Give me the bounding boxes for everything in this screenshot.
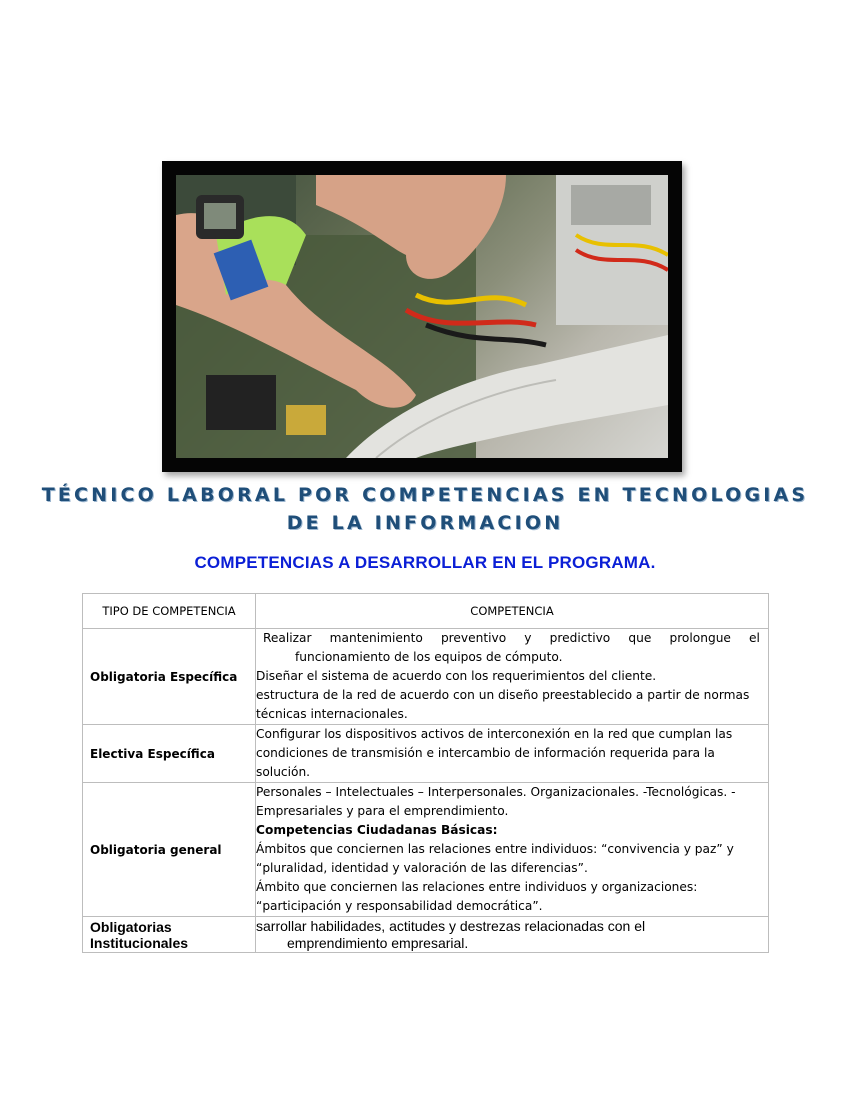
row-type: Obligatoria general — [83, 783, 256, 917]
word: y — [524, 631, 532, 645]
title-line-1: TÉCNICO LABORAL POR COMPETENCIAS EN TECNOLOGIAS — [41, 484, 809, 506]
technician-photo — [176, 175, 668, 458]
table-row — [83, 917, 769, 953]
competence-line: Configurar los dispositivos activos de interconexión en la red que cumplan las — [256, 727, 733, 741]
competencies-table — [82, 593, 769, 953]
competence-line: Personales – Intelectuales – Interpersonales. Organizacionales. -Tecnológicas. - — [256, 785, 736, 799]
word: predictivo — [549, 631, 611, 645]
competence-line: Ámbitos que conciernen las relaciones entre individuos: “convivencia y paz” y — [256, 842, 734, 856]
competence-line: solución. — [256, 765, 311, 779]
table-header-row — [83, 594, 769, 629]
competence-line: emprendimiento empresarial. — [287, 934, 469, 951]
table-row — [83, 783, 769, 917]
competence-line: “participación y responsabilidad democrática”. — [256, 899, 543, 913]
row-type-line-1: Obligatorias — [90, 918, 172, 935]
page-title — [0, 481, 850, 537]
word: preventivo — [440, 631, 507, 645]
competence-line: funcionamiento de los equipos de cómputo. — [295, 650, 563, 664]
table-row — [83, 725, 769, 783]
competence-line: condiciones de transmisión e intercambio de información requerida para la — [256, 746, 715, 760]
row-competence — [256, 725, 769, 783]
competence-line: Diseñar el sistema de acuerdo con los requerimientos del cliente. — [256, 669, 657, 683]
header-type: TIPO DE COMPETENCIA — [83, 594, 256, 629]
word: Realizar — [263, 631, 312, 645]
photo-illustration — [176, 175, 668, 458]
competence-line: estructura de la red de acuerdo con un diseño preestablecido a partir de normas — [256, 688, 750, 702]
row-competence — [256, 783, 769, 917]
competence-line: sarrollar habilidades, actitudes y destrezas relacionadas con el — [256, 917, 646, 934]
row-competence — [256, 629, 769, 725]
competence-line: “pluralidad, identidad y valoración de las diferencias”. — [256, 861, 588, 875]
title-line-2: DE LA INFORMACION — [286, 512, 564, 534]
word: que — [628, 631, 652, 645]
row-type: Electiva Específica — [83, 725, 256, 783]
table-row — [83, 629, 769, 725]
competence-line: técnicas internacionales. — [256, 707, 408, 721]
word: el — [749, 631, 760, 645]
header-competence: COMPETENCIA — [256, 594, 769, 629]
row-type-line-2: Institucionales — [90, 934, 189, 951]
word: prolongue — [669, 631, 731, 645]
photo-frame — [162, 161, 682, 472]
row-type — [83, 917, 256, 953]
section-subtitle: COMPETENCIAS A DESARROLLAR EN EL PROGRAMA. — [194, 553, 656, 572]
row-type: Obligatoria Específica — [83, 629, 256, 725]
competence-line-justified — [256, 629, 768, 648]
row-competence — [256, 917, 769, 953]
competence-line: Ámbito que conciernen las relaciones entre individuos y organizaciones: — [256, 880, 698, 894]
competence-line: Empresariales y para el emprendimiento. — [256, 804, 509, 818]
word: mantenimiento — [329, 631, 423, 645]
competence-line-heading: Competencias Ciudadanas Básicas: — [256, 823, 498, 837]
